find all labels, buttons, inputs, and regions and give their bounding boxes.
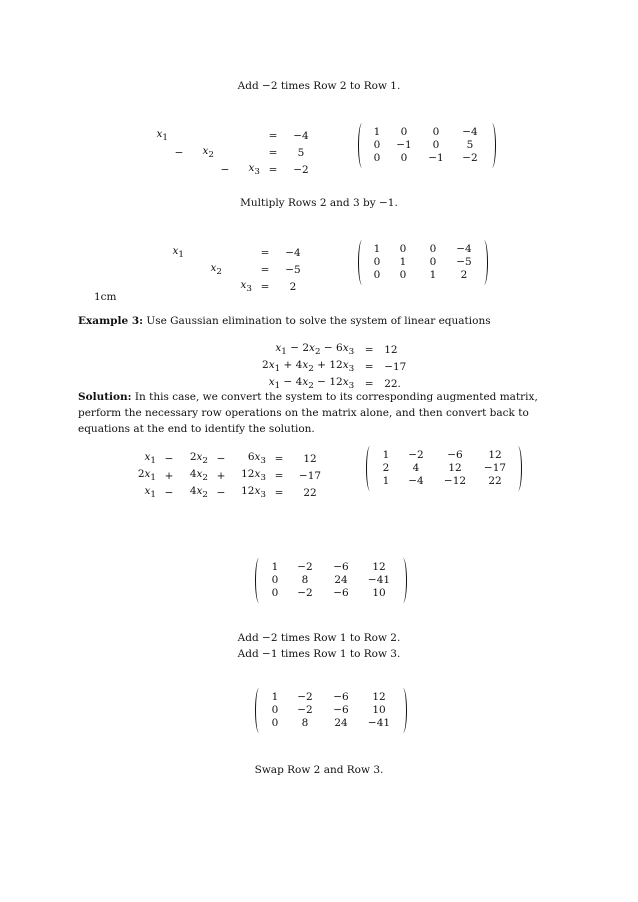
right-paren bbox=[488, 123, 496, 168]
left-paren bbox=[366, 446, 374, 491]
solution-text: In this case, we convert the system to its corresponding augmented matrix, perform the necessary row operations on the matrix alone, and then convert back to equations at the end to identify the solution. bbox=[78, 391, 538, 435]
matrix-a: 1 0 0 −4 0 −1 0 5 0 0 −1 −2 bbox=[358, 123, 496, 168]
example-equations: $x_1 - 2x_2 - 6x_3$ = 12 $2x_1 + 4x_2 + 12x_3$ = −17 $x_1 - 4x_2 - 12x_3$ = 22. bbox=[262, 342, 407, 392]
equation-system-b: $x_1$ = −4 $x_2$ = −5 $x_3$ = 2 bbox=[172, 245, 301, 295]
left-paren bbox=[358, 240, 366, 285]
right-paren bbox=[514, 446, 522, 491]
left-paren bbox=[255, 558, 263, 603]
equation-system-c: $x_1$ − $2x_2$ − $6x_3$ = 12 $2x_1$ + $4x_2$ + $12x_3$ = −17 $x_1$ − $4x_2$ − $12x_3$ = 22 bbox=[137, 451, 322, 501]
matrix-b: 1 0 0 −4 0 1 0 −5 0 0 1 2 bbox=[358, 240, 488, 285]
right-paren bbox=[399, 558, 407, 603]
step-caption-6b: Add −1 times Row 1 to Row 3. bbox=[237, 648, 401, 660]
stray-length-text: 1cm bbox=[94, 291, 117, 303]
example-statement bbox=[78, 313, 566, 329]
step-caption-2: Multiply Rows 2 and 3 by −1. bbox=[240, 197, 398, 209]
example-label: Example 3: bbox=[78, 315, 144, 327]
solution-label: Solution: bbox=[78, 391, 132, 403]
example-text: Use Gaussian elimination to solve the system of linear equations bbox=[143, 315, 491, 327]
left-paren bbox=[358, 123, 366, 168]
equation-system-a: $x_1$ = −4 − $x_2$ = 5 − $x_3$ = −2 bbox=[156, 128, 309, 178]
right-paren bbox=[399, 688, 407, 733]
matrix-c: 1 −2 −6 12 2 4 12 −17 1 −4 −12 22 bbox=[366, 446, 522, 491]
left-paren bbox=[255, 688, 263, 733]
step-caption-6a: Add −2 times Row 1 to Row 2. bbox=[237, 632, 401, 644]
step-caption-6 bbox=[0, 630, 638, 662]
matrix-e: 1 −2 −6 12 0 −2 −6 10 0 8 24 −41 bbox=[255, 688, 407, 733]
right-paren bbox=[480, 240, 488, 285]
matrix-d: 1 −2 −6 12 0 8 24 −41 0 −2 −6 10 bbox=[255, 558, 407, 603]
solution-paragraph bbox=[78, 389, 566, 437]
step-caption-1: Add −2 times Row 2 to Row 1. bbox=[237, 80, 401, 92]
step-caption-7: Swap Row 2 and Row 3. bbox=[254, 764, 384, 776]
